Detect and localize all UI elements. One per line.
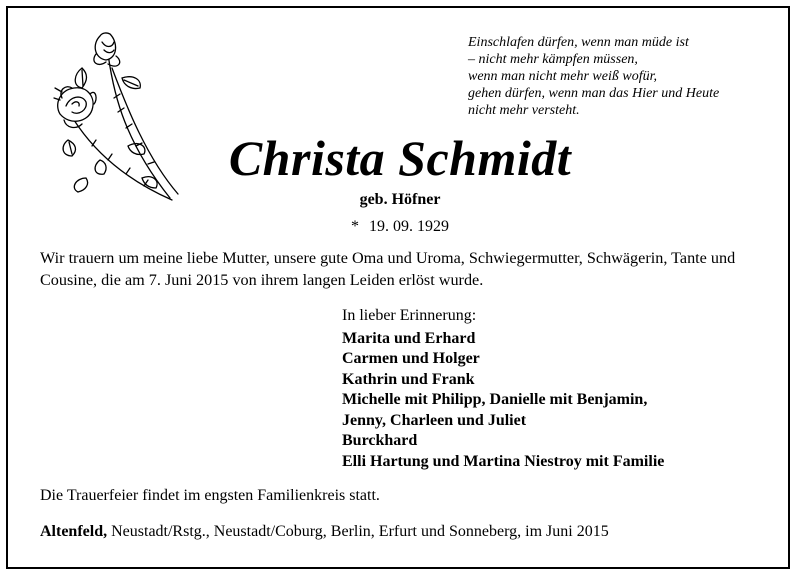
poem-line: – nicht mehr kämpfen müssen, bbox=[468, 52, 638, 67]
birth-date: 19. 09. 1929 bbox=[369, 218, 449, 235]
places-line bbox=[40, 522, 609, 542]
memory-block bbox=[342, 306, 664, 472]
family-line: Jenny, Charleen und Juliet bbox=[342, 411, 527, 429]
family-line: Michelle mit Philipp, Danielle mit Benjamin, bbox=[342, 391, 648, 408]
poem-line: nicht mehr versteht. bbox=[468, 103, 580, 118]
family-line: Marita und Erhard bbox=[342, 329, 476, 347]
main-place: Altenfeld, bbox=[40, 523, 108, 540]
poem-line: gehen dürfen, wenn man das Hier und Heute bbox=[468, 86, 720, 101]
mourning-message: Wir trauern um meine liebe Mutter, unsere gute Oma und Uroma, Schwiegermutter, Schwägerin, Tante und Cousine, die am 7. Juni 2015 von ihrem langen Leiden erlöst wurde. bbox=[40, 249, 736, 289]
other-places: Neustadt/Rstg., Neustadt/Coburg, Berlin, Erfurt und Sonneberg, im Juni 2015 bbox=[107, 523, 609, 540]
poem-line: Einschlafen dürfen, wenn man müde ist bbox=[468, 35, 689, 50]
birth-date-line bbox=[0, 217, 800, 237]
family-line: Elli Hartung und Martina Niestroy mit Familie bbox=[342, 452, 665, 470]
deceased-name: Christa Schmidt bbox=[228, 130, 572, 186]
birth-symbol: * bbox=[351, 218, 359, 235]
maiden-name: geb. Höfner bbox=[359, 191, 441, 208]
memory-intro: In lieber Erinnerung: bbox=[342, 307, 477, 324]
family-line: Burckhard bbox=[342, 432, 418, 449]
poem-line: wenn man nicht mehr weiß wofür, bbox=[468, 69, 657, 84]
family-line: Carmen und Holger bbox=[342, 350, 480, 367]
family-line: Kathrin und Frank bbox=[342, 370, 475, 388]
funeral-service-note: Die Trauerfeier findet im engsten Familienkreis statt. bbox=[40, 487, 380, 504]
poem bbox=[468, 34, 778, 119]
